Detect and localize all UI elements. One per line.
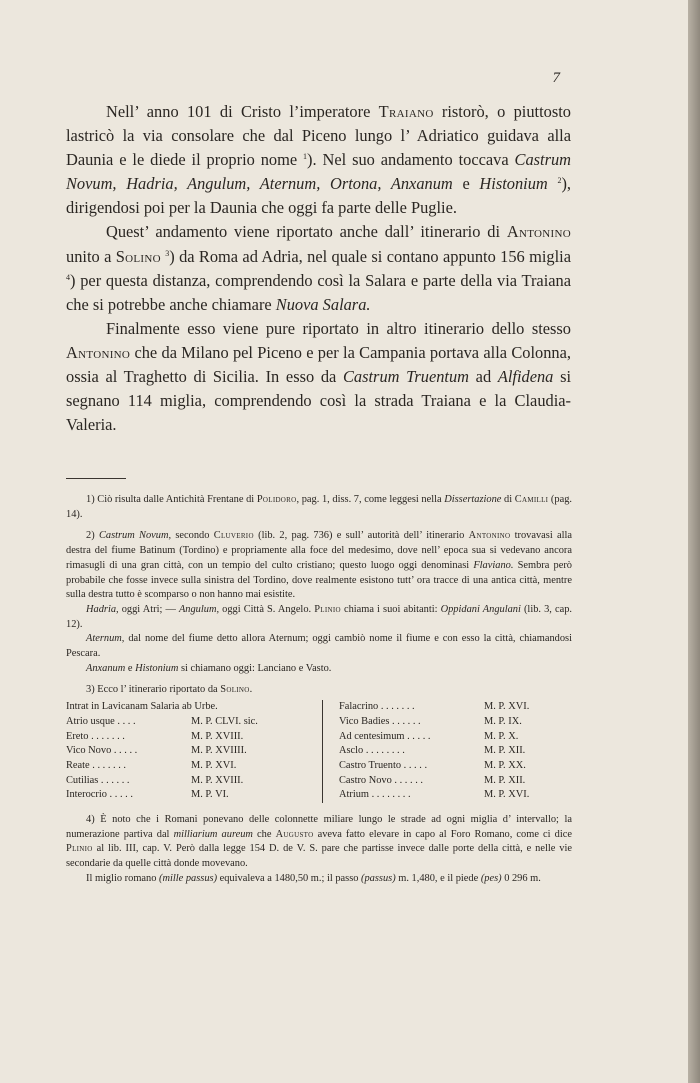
name-antonino: Antonino	[506, 222, 571, 242]
page-edge	[688, 0, 700, 1083]
itinerary-row: Falacrino . . . . . . . M. P. XVI.	[339, 701, 530, 713]
nuova-salara: Nuova Salara.	[275, 294, 371, 314]
place-list: Castrum Novum, Hadria, Angulum, Aternum, Ortona, Anxanum	[66, 150, 572, 194]
itinerary-right-column	[323, 700, 569, 803]
footnote-ref-1: 1	[303, 152, 308, 162]
footnote-3: 3) Ecco l’ itinerario riportato da Solino.	[86, 684, 253, 696]
itinerary-row: Castro Novo . . . . . . M. P. XII.	[339, 774, 526, 786]
footnote-2: 2) Castrum Novum, secondo Cluverio (lib. 2, pag. 736) e sull’ autorità dell’ itinerario Antonino trovavasi alla destra del fiume Batinum (Tordino) e propriamente alla foce del medesimo, dove nell’ epoca sua si vedevano ancora rimasugli di una gran città, con un tempio del culto cristiano; questo luogo oggi denominasi Flaviano. Sembra però probabile che fosse invece sulla sinistra del Tordino, dove realmente esistono tutt’ ora tracce di una antica città, mentre sulla destra tutto è scomparso o non hanno mai esistite. Hadria, oggi Atri; — Angulum, oggi Città S. Angelo. Plinio chiama i suoi abitanti: Oppidani Angulani (lib. 3, cap. 12). Aternum, dal nome del fiume detto allora Aternum; oggi cambiò nome il fiume e con esso la città, chiamandosi Pescara. Anxanum e Histonium si chiamano oggi: Lanciano e Vasto.	[66, 530, 573, 674]
itinerary-row: Atrium . . . . . . . . M. P. XVI.	[339, 789, 530, 801]
itinerary-row: Vico Badies . . . . . . M. P. IX.	[339, 715, 522, 727]
place-alfidena: Alfidena	[497, 367, 554, 387]
footnote-ref-3: 3	[165, 248, 170, 258]
itinerary-row: Cutilias . . . . . . M. P. XVIII.	[66, 774, 244, 786]
footnote-divider	[66, 478, 126, 479]
name-traiano: Traiano	[378, 102, 434, 121]
itinerary-row: Ereto . . . . . . . M. P. XVIII.	[66, 730, 244, 742]
itinerary-row: Reate . . . . . . . M. P. XVI.	[66, 759, 237, 771]
footnote-1: 1) Ciò risulta dalle Antichità Frentane di Polidoro, pag. 1, diss. 7, come leggesi nella Dissertazione di Camilli (pag. 14).	[66, 494, 572, 520]
name-solino: Solino	[115, 246, 161, 266]
paragraph-2: Quest’ andamento viene riportato anche dall’ itinerario di Antonino unito a Solino $^3$) da Roma ad Adria, nel quale si contano appunto 156 miglia $^4$) per questa distanza, comprendendo così la Salara e parte della via Traiana che si potrebbe anche chiamare Nuova Salara.	[66, 222, 571, 314]
itinerary-row: Intrat in Lavicanam Salaria ab Urbe.	[66, 701, 218, 713]
footnotes	[66, 493, 572, 894]
place-histonium: Histonium	[479, 174, 548, 194]
footnote-ref-4: 4	[66, 272, 70, 282]
itinerary-row: Ad centesimum . . . . . M. P. X.	[339, 730, 519, 742]
main-text	[66, 100, 571, 437]
name-antonino-2: Antonino	[66, 342, 131, 362]
itinerary-row: Asclo . . . . . . . . M. P. XII.	[339, 745, 526, 757]
paragraph-1: Nell’ anno 101 di Cristo l’imperatore Traiano ristorò, o piuttosto lastricò la via consolare che dal Piceno lungo l’ Adriatico guidava alla Daunia e le diede il proprio nome $^1$). Nel suo andamento toccava Castrum Novum, Hadria, Angulum, Aternum, Ortona, Anxanum e Histonium $^2$), dirigendosi poi per la Daunia che oggi fa parte delle Puglie.	[66, 102, 572, 218]
itinerary-row: Atrio usque . . . . M. P. CLVI. sic.	[66, 715, 258, 727]
footnote-ref-2: 2	[557, 176, 562, 186]
itinerary-table	[66, 700, 572, 803]
itinerary-row: Castro Truento . . . . . M. P. XX.	[339, 759, 526, 771]
itinerary-left-column	[66, 700, 323, 803]
place-castrum-truentum: Castrum Truentum	[343, 367, 469, 387]
page-number: 7	[552, 70, 560, 86]
itinerary-row: Vico Novo . . . . . M. P. XVIIII.	[66, 745, 247, 757]
itinerary-row: Interocrio . . . . . M. P. VI.	[66, 789, 229, 801]
paragraph-3: Finalmente esso viene pure riportato in altro itinerario dello stesso Antonino che da Milano pel Piceno e per la Campania portava alla Colonna, ossia al Traghetto di Sicilia. In esso da Castrum Truentum ad Alfidena si segnano 114 miglia, comprendendo così la strada Traiana e la Claudia-Valeria.	[66, 318, 572, 435]
footnote-4: 4) È noto che i Romani ponevano delle colonnette miliare lungo le strade ad ogni miglia d’ intervallo; la numerazione partiva dal milliarium aureum che Augusto aveva fatto elevare in capo al Foro Romano, come ci dice Plinio al lib. III, cap. V. Però dalla legge 154 D. de V. S. pare che partisse invece dalle porte della città, e nelle vie secondarie da quelle città donde movevano. Il miglio romano (mille passus) equivaleva a 1480,50 m.; il passo (passus) m. 1,480, e il piede (pes) 0 296 m.	[66, 814, 572, 884]
